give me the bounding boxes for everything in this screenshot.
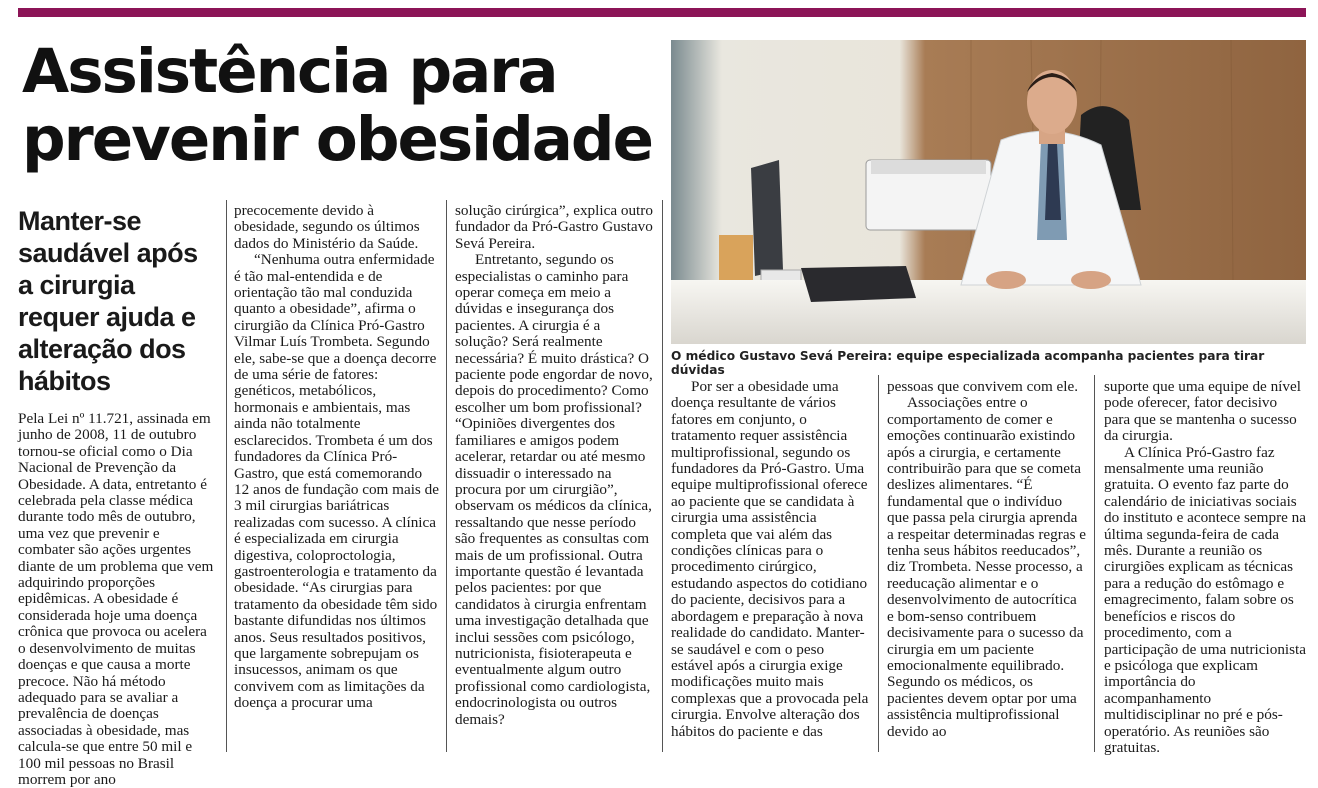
column-4 bbox=[671, 379, 869, 740]
subheadline: Manter-se saudável após a cirurgia requer ajuda e alteração dos hábitos bbox=[18, 206, 198, 396]
column-5-paragraph: Associações entre o comportamento de comer e emoções continuarão existindo após a cirurgia, e certamente contribuirão para que se cometa deslizes alimentares. “É fundamental que o indivíduo que passa pela cirurgia aprenda a respeitar determinadas regras e tenha seus hábitos reeducados”, diz Trombeta. Nesse processo, a reeducação alimentar e o desenvolvimento de autocrítica e bom-senso contribuem decisivamente para o sucesso da cirurgia em um paciente emocionalmente equilibrado. Segundo os médicos, os pacientes devem optar por uma assistência multiprofissional devido ao bbox=[887, 394, 1087, 740]
headline: Assistência para prevenir obesidade bbox=[22, 36, 652, 175]
column-2 bbox=[234, 203, 440, 712]
column-6-paragraph: A Clínica Pró-Gastro faz mensalmente uma reunião gratuita. O evento faz parte do calendário de iniciativas sociais do instituto e acontece sempre na última segunda-feira de cada mês. Durante a reunião os cirurgiões explicam as técnicas para a redução do estômago e emagrecimento, falam sobre os benefícios e riscos do procedimento, com a participação de uma nutricionista e psicóloga que explicam importância do acompanhamento multidisciplinar no pré e pós-operatório. As reuniões são gratuitas. bbox=[1104, 443, 1307, 756]
photo-illustration bbox=[671, 40, 1306, 344]
column-3 bbox=[455, 203, 655, 728]
column-3-paragraph: solução cirúrgica”, explica outro fundador da Pró-Gastro Gustavo Sevá Pereira. bbox=[455, 202, 653, 252]
photo-caption: O médico Gustavo Sevá Pereira: equipe especializada acompanha pacientes para tirar dúvidas bbox=[671, 349, 1265, 377]
column-2-paragraph: “Nenhuma outra enfermidade é tão mal-entendida e de orientação tão mal conduzida quanto a obesidade”, afirma o cirurgião da Clínica Pró-Gastro Vilmar Luís Trombeta. Segundo ele, sabe-se que a doença decorre de uma série de fatores: genéticos, metabólicos, hormonais e ambientais, mas ainda não totalmente esclarecidos. Trombeta é um dos fundadores da Clínica Pró-Gastro, que está comemorando 12 anos de fundação com mais de 3 mil cirurgias bariátricas realizadas com sucesso. A clínica é especializada em cirurgia digestiva, coloproctologia, gastroenterologia e tratamento da obesidade. “As cirurgias para tratamento da obesidade têm sido bastante difundidas nos últimos anos. Seus resultados positivos, que largamente sobrepujam os insucessos, animam os que convivem com as limitações da doença a procurar uma bbox=[234, 251, 439, 712]
column-divider bbox=[226, 200, 227, 752]
column-5-paragraph: pessoas que convivem com ele. bbox=[887, 378, 1079, 395]
column-2-paragraph: precocemente devido à obesidade, segundo os últimos dados do Ministério da Saúde. bbox=[234, 202, 420, 252]
column-divider bbox=[662, 200, 663, 752]
column-divider bbox=[1094, 375, 1095, 752]
top-accent-bar bbox=[18, 8, 1306, 17]
column-6-paragraph: suporte que uma equipe de nível pode oferecer, fator decisivo para que se mantenha o sucesso da cirurgia. bbox=[1104, 378, 1301, 445]
column-1-paragraph: Pela Lei nº 11.721, assinada em junho de 2008, 11 de outubro tornou-se oficial como o Dia Nacional de Prevenção da Obesidade. A data, entretanto é celebrada pela classe médica durante todo mês de outubro, uma vez que prevenir e combater são ações urgentes diante de um problema que vem adquirindo proporções epidêmicas. A obesidade é considerada hoje uma doença crônica que provoca ou acelera o desenvolvimento de muitas doenças e que causa a morte precoce. Não há método adequado para se avaliar a prevalência de doenças associadas à obesidade, mas calcula-se que entre 50 mil e 100 mil pessoas no Brasil morrem por ano bbox=[18, 410, 214, 788]
column-3-paragraph: Entretanto, segundo os especialistas o caminho para operar começa em meio a dúvidas e insegurança dos pacientes. A cirurgia é a solução? Será realmente necessária? É muito drástica? O paciente pode engordar de novo, depois do procedimento? Como escolher um bom profissional? “Opiniões divergentes dos familiares e amigos podem acelerar, retardar ou até mesmo dissuadir o interessado na procura por um cirurgião”, observam os médicos da clínica, ressaltando que nesse período são frequentes as consultas com mais de um profissional. Outra importante questão é levantada pelos pacientes: por que candidatos à cirurgia enfrentam uma investigação detalhada que inclui sessões com psicólogo, nutricionista, fisioterapeuta e eventualmente algum outro profissional como cardiologista, endocrinologista ou outros demais? bbox=[455, 251, 653, 728]
column-6 bbox=[1104, 379, 1306, 756]
column-5 bbox=[887, 379, 1087, 740]
article-photo bbox=[671, 40, 1306, 344]
column-divider bbox=[878, 375, 879, 752]
column-1 bbox=[18, 205, 216, 788]
column-divider bbox=[446, 200, 447, 752]
column-4-paragraph: Por ser a obesidade uma doença resultante de vários fatores em conjunto, o tratamento requer assistência multiprofissional, segundo os fundadores da Pró-Gastro. Uma equipe multiprofissional oferece ao paciente que se candidata à cirurgia uma assistência completa que vai além das condições clínicas para o procedimento cirúrgico, estudando aspectos do cotidiano do paciente, decisivos para a abordagem e preparação à nova realidade do candidato. Manter-se saudável e com o peso estável após a cirurgia exige modificações muito mais complexas que a provocada pela cirurgia. Envolve alteração dos hábitos do paciente e das bbox=[671, 378, 869, 740]
